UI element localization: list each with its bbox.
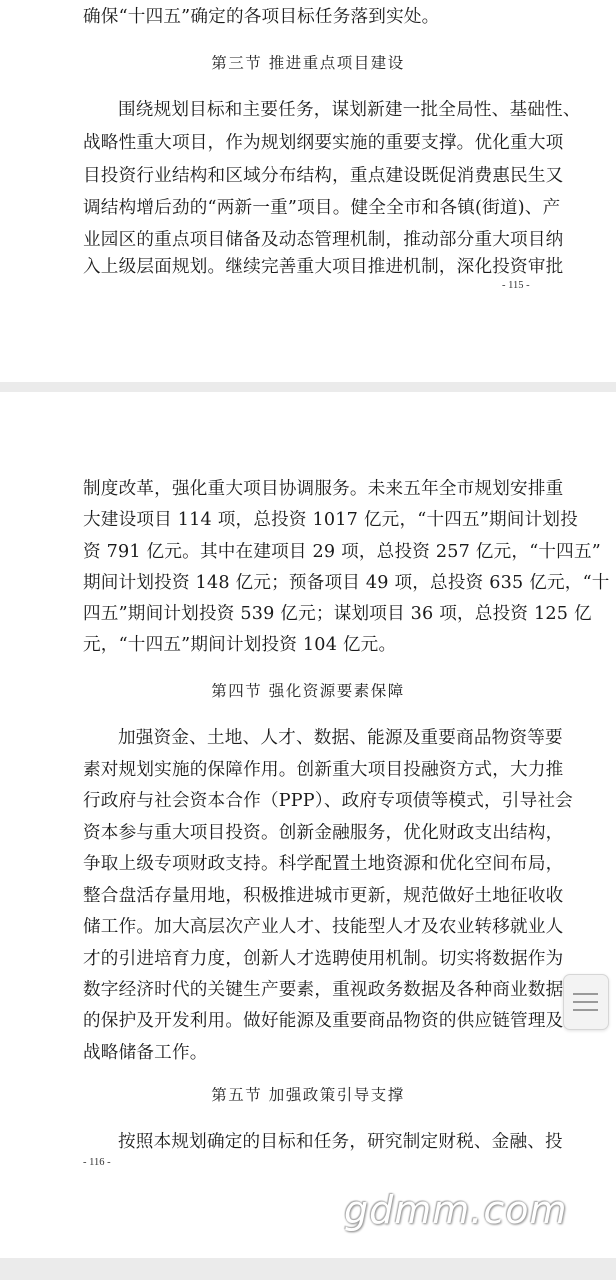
hamburger-menu-icon-bar — [573, 1001, 598, 1003]
section-heading-4: 第四节 强化资源要素保障 — [211, 682, 405, 700]
paragraph-line: 调结构增后劲的“两新一重”项目。健全全市和各镇(街道)、产 — [83, 198, 561, 218]
paragraph-line: 目投资行业结构和区域分布结构，重点建设既促消费惠民生又 — [83, 166, 564, 186]
paragraph-line: 行政府与社会资本合作（PPP）、政府专项债等模式，引导社会 — [83, 791, 573, 811]
hamburger-menu-icon-bar — [573, 1009, 598, 1011]
paragraph-line: 业园区的重点项目储备及动态管理机制，推动部分重大项目纳 — [83, 230, 564, 250]
paragraph-line: 的保护及开发利用。做好能源及重要商品物资的供应链管理及 — [83, 1011, 564, 1031]
watermark: gdmm.com — [344, 1188, 568, 1232]
section-heading-3: 第三节 推进重点项目建设 — [211, 54, 405, 72]
paragraph-line: 制度改革，强化重大项目协调服务。未来五年全市规划安排重 — [83, 479, 564, 499]
page-gap — [0, 382, 616, 392]
paragraph-line: 入上级层面规划。继续完善重大项目推进机制，深化投资审批 — [83, 257, 564, 277]
document-page-115 — [0, 0, 616, 382]
paragraph-line: 大建设项目 114 项，总投资 1017 亿元，“十四五”期间计划投 — [83, 510, 578, 530]
menu-button[interactable] — [563, 974, 609, 1030]
paragraph-line: 整合盘活存量用地，积极推进城市更新，规范做好土地征收收 — [83, 886, 564, 906]
paragraph-line: 元，“十四五”期间计划投资 104 亿元。 — [83, 635, 397, 655]
paragraph-line: 数字经济时代的关键生产要素，重视政务数据及各种商业数据 — [83, 980, 564, 1000]
hamburger-menu-icon — [573, 993, 598, 995]
top-line: 确保“十四五”确定的各项目标任务落到实处。 — [83, 7, 440, 27]
paragraph-line: 期间计划投资 148 亿元；预备项目 49 项，总投资 635 亿元，“十 — [83, 573, 610, 593]
paragraph-line: 按照本规划确定的目标和任务，研究制定财税、金融、投 — [118, 1132, 563, 1152]
paragraph-line: 战略储备工作。 — [83, 1043, 208, 1063]
page-gap — [0, 1258, 616, 1280]
paragraph-line: 争取上级专项财政支持。科学配置土地资源和优化空间布局， — [83, 854, 564, 874]
paragraph-line: 才的引进培育力度，创新人才选聘使用机制。切实将数据作为 — [83, 949, 564, 969]
paragraph-line: 资 791 亿元。其中在建项目 29 项，总投资 257 亿元，“十四五” — [83, 542, 601, 562]
paragraph-line: 资本参与重大项目投资。创新金融服务，优化财政支出结构， — [83, 823, 564, 843]
paragraph-line: 加强资金、土地、人才、数据、能源及重要商品物资等要 — [118, 728, 563, 748]
section-heading-5: 第五节 加强政策引导支撑 — [211, 1086, 405, 1104]
paragraph-line: 四五”期间计划投资 539 亿元；谋划项目 36 项，总投资 125 亿 — [83, 604, 592, 624]
paragraph-line: 素对规划实施的保障作用。创新重大项目投融资方式，大力推 — [83, 760, 564, 780]
page-number: - 115 - — [502, 280, 530, 291]
paragraph-line: 战略性重大项目，作为规划纲要实施的重要支撑。优化重大项 — [83, 133, 564, 153]
paragraph-line: 围绕规划目标和主要任务，谋划新建一批全局性、基础性、 — [118, 100, 581, 120]
page-number: - 116 - — [83, 1157, 111, 1168]
document-page-116 — [0, 392, 616, 1258]
paragraph-line: 储工作。加大高层次产业人才、技能型人才及农业转移就业人 — [83, 917, 564, 937]
